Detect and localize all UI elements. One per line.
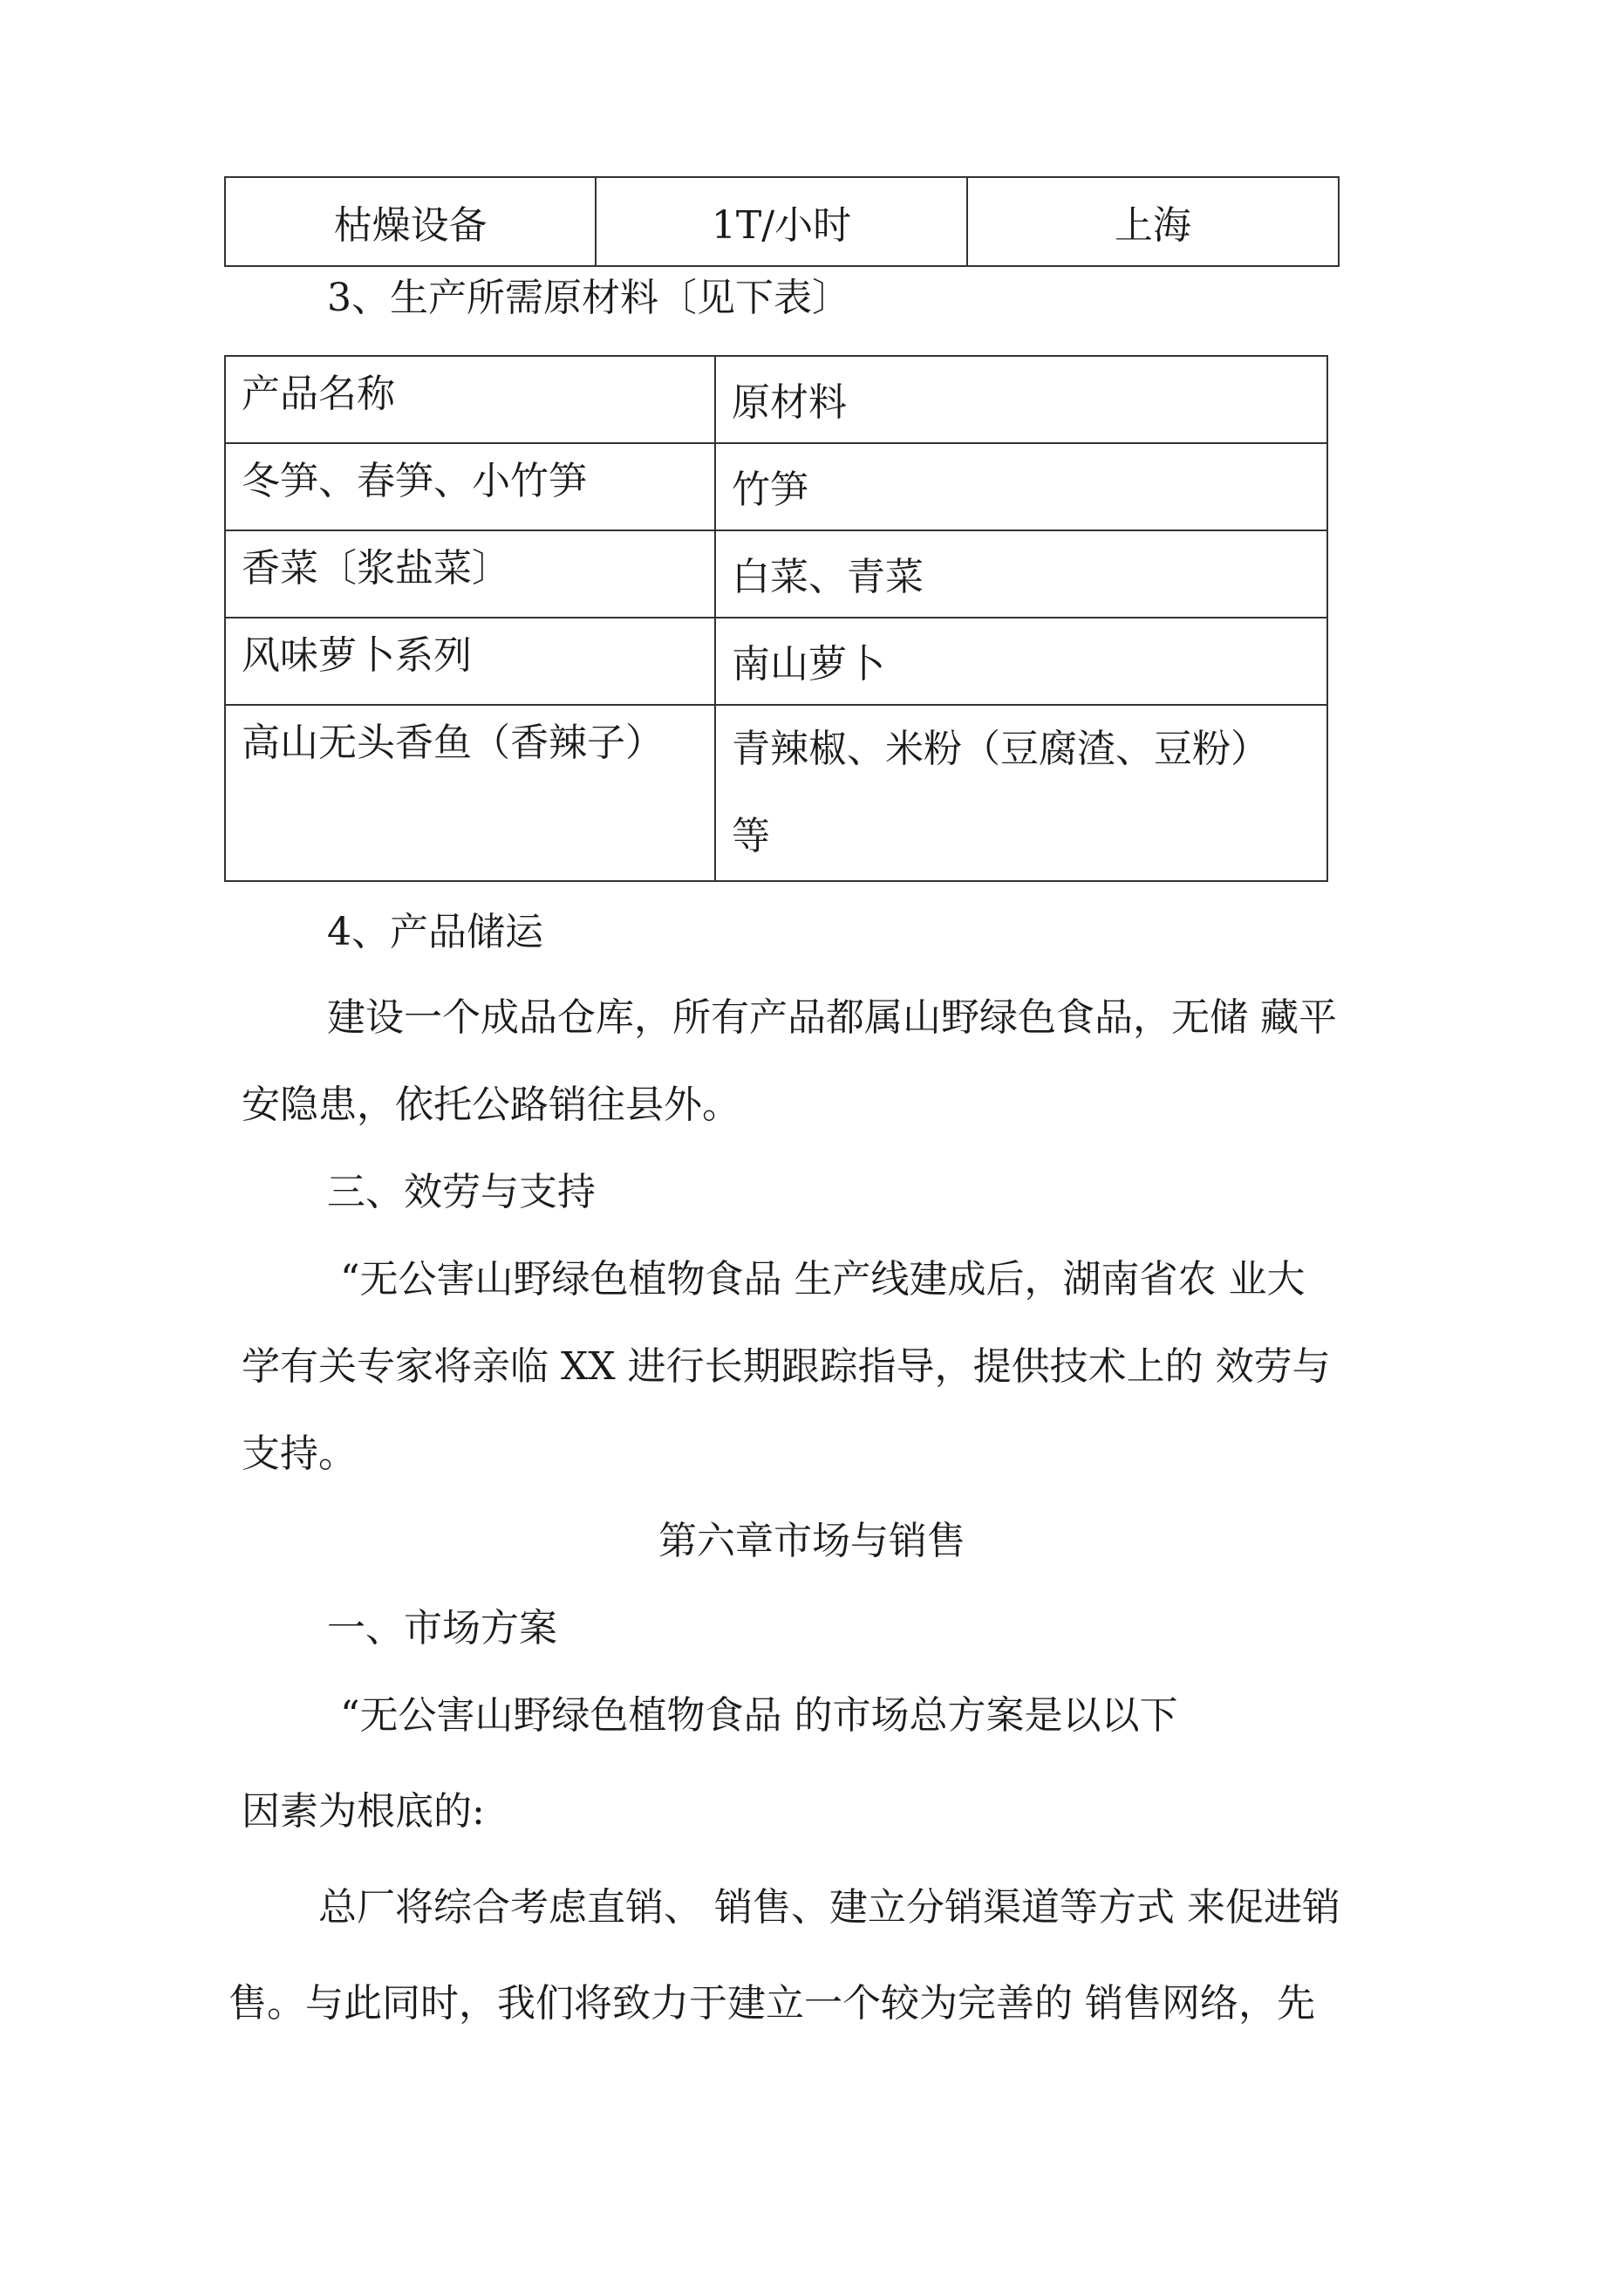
paragraph-line: 建设一个成品仓库，所有产品都属山野绿色食品，无储 藏平 [327,995,1337,1040]
materials-table [224,355,1328,882]
section-heading-storage: 4、产品储运 [327,910,543,954]
table-cell: 南山萝卜 [715,618,1327,705]
table-row [225,618,1327,705]
section-heading-service: 三、效劳与支持 [327,1170,596,1214]
section-heading-market: 一、市场方案 [327,1606,557,1650]
paragraph-line: 因素为根底的: [242,1789,485,1834]
table-cell: 白菜、青菜 [715,530,1327,618]
table-cell: 上海 [967,177,1339,266]
table-cell: 1T/小时 [596,177,966,266]
table-cell: 竹笋 [715,443,1327,530]
table-cell: 枯燥设备 [225,177,596,266]
table-header-cell: 原材料 [715,356,1327,443]
table-row [225,705,1327,881]
paragraph-line: “无公害山野绿色植物食品 生产线建成后，湖南省农 业大 [340,1257,1306,1302]
paragraph-line: 学有关专家将亲临 XX 进行长期跟踪指导，提供技术上的 效劳与 [242,1344,1331,1389]
table-header-row [225,356,1327,443]
paragraph-line: “无公害山野绿色植物食品 的市场总方案是以以下 [340,1693,1178,1738]
table-cell: 青辣椒、米粉（豆腐渣、豆粉）等 [715,705,1327,881]
section-heading-raw-materials: 3、生产所需原材料〔见下表〕 [327,276,850,320]
chapter-title: 第六章市场与销售 [658,1519,965,1563]
paragraph-line: 售。与此同时，我们将致力于建立一个较为完善的 销售网络，先 [228,1981,1315,2026]
paragraph-line: 安隐患，依托公路销往县外。 [242,1083,740,1127]
table-cell: 香菜〔浆盐菜〕 [225,530,715,618]
table-cell: 冬笋、春笋、小竹笋 [225,443,715,530]
equipment-table [224,176,1340,267]
paragraph-line: 支持。 [242,1432,357,1476]
table-header-cell: 产品名称 [225,356,715,443]
table-row [225,177,1339,266]
table-cell: 高山无头香鱼（香辣子） [225,705,715,881]
paragraph-line: 总厂将综合考虑直销、 销售、建立分销渠道等方式 来促进销 [318,1885,1340,1930]
table-row [225,443,1327,530]
table-row [225,530,1327,618]
table-cell: 风味萝卜系列 [225,618,715,705]
